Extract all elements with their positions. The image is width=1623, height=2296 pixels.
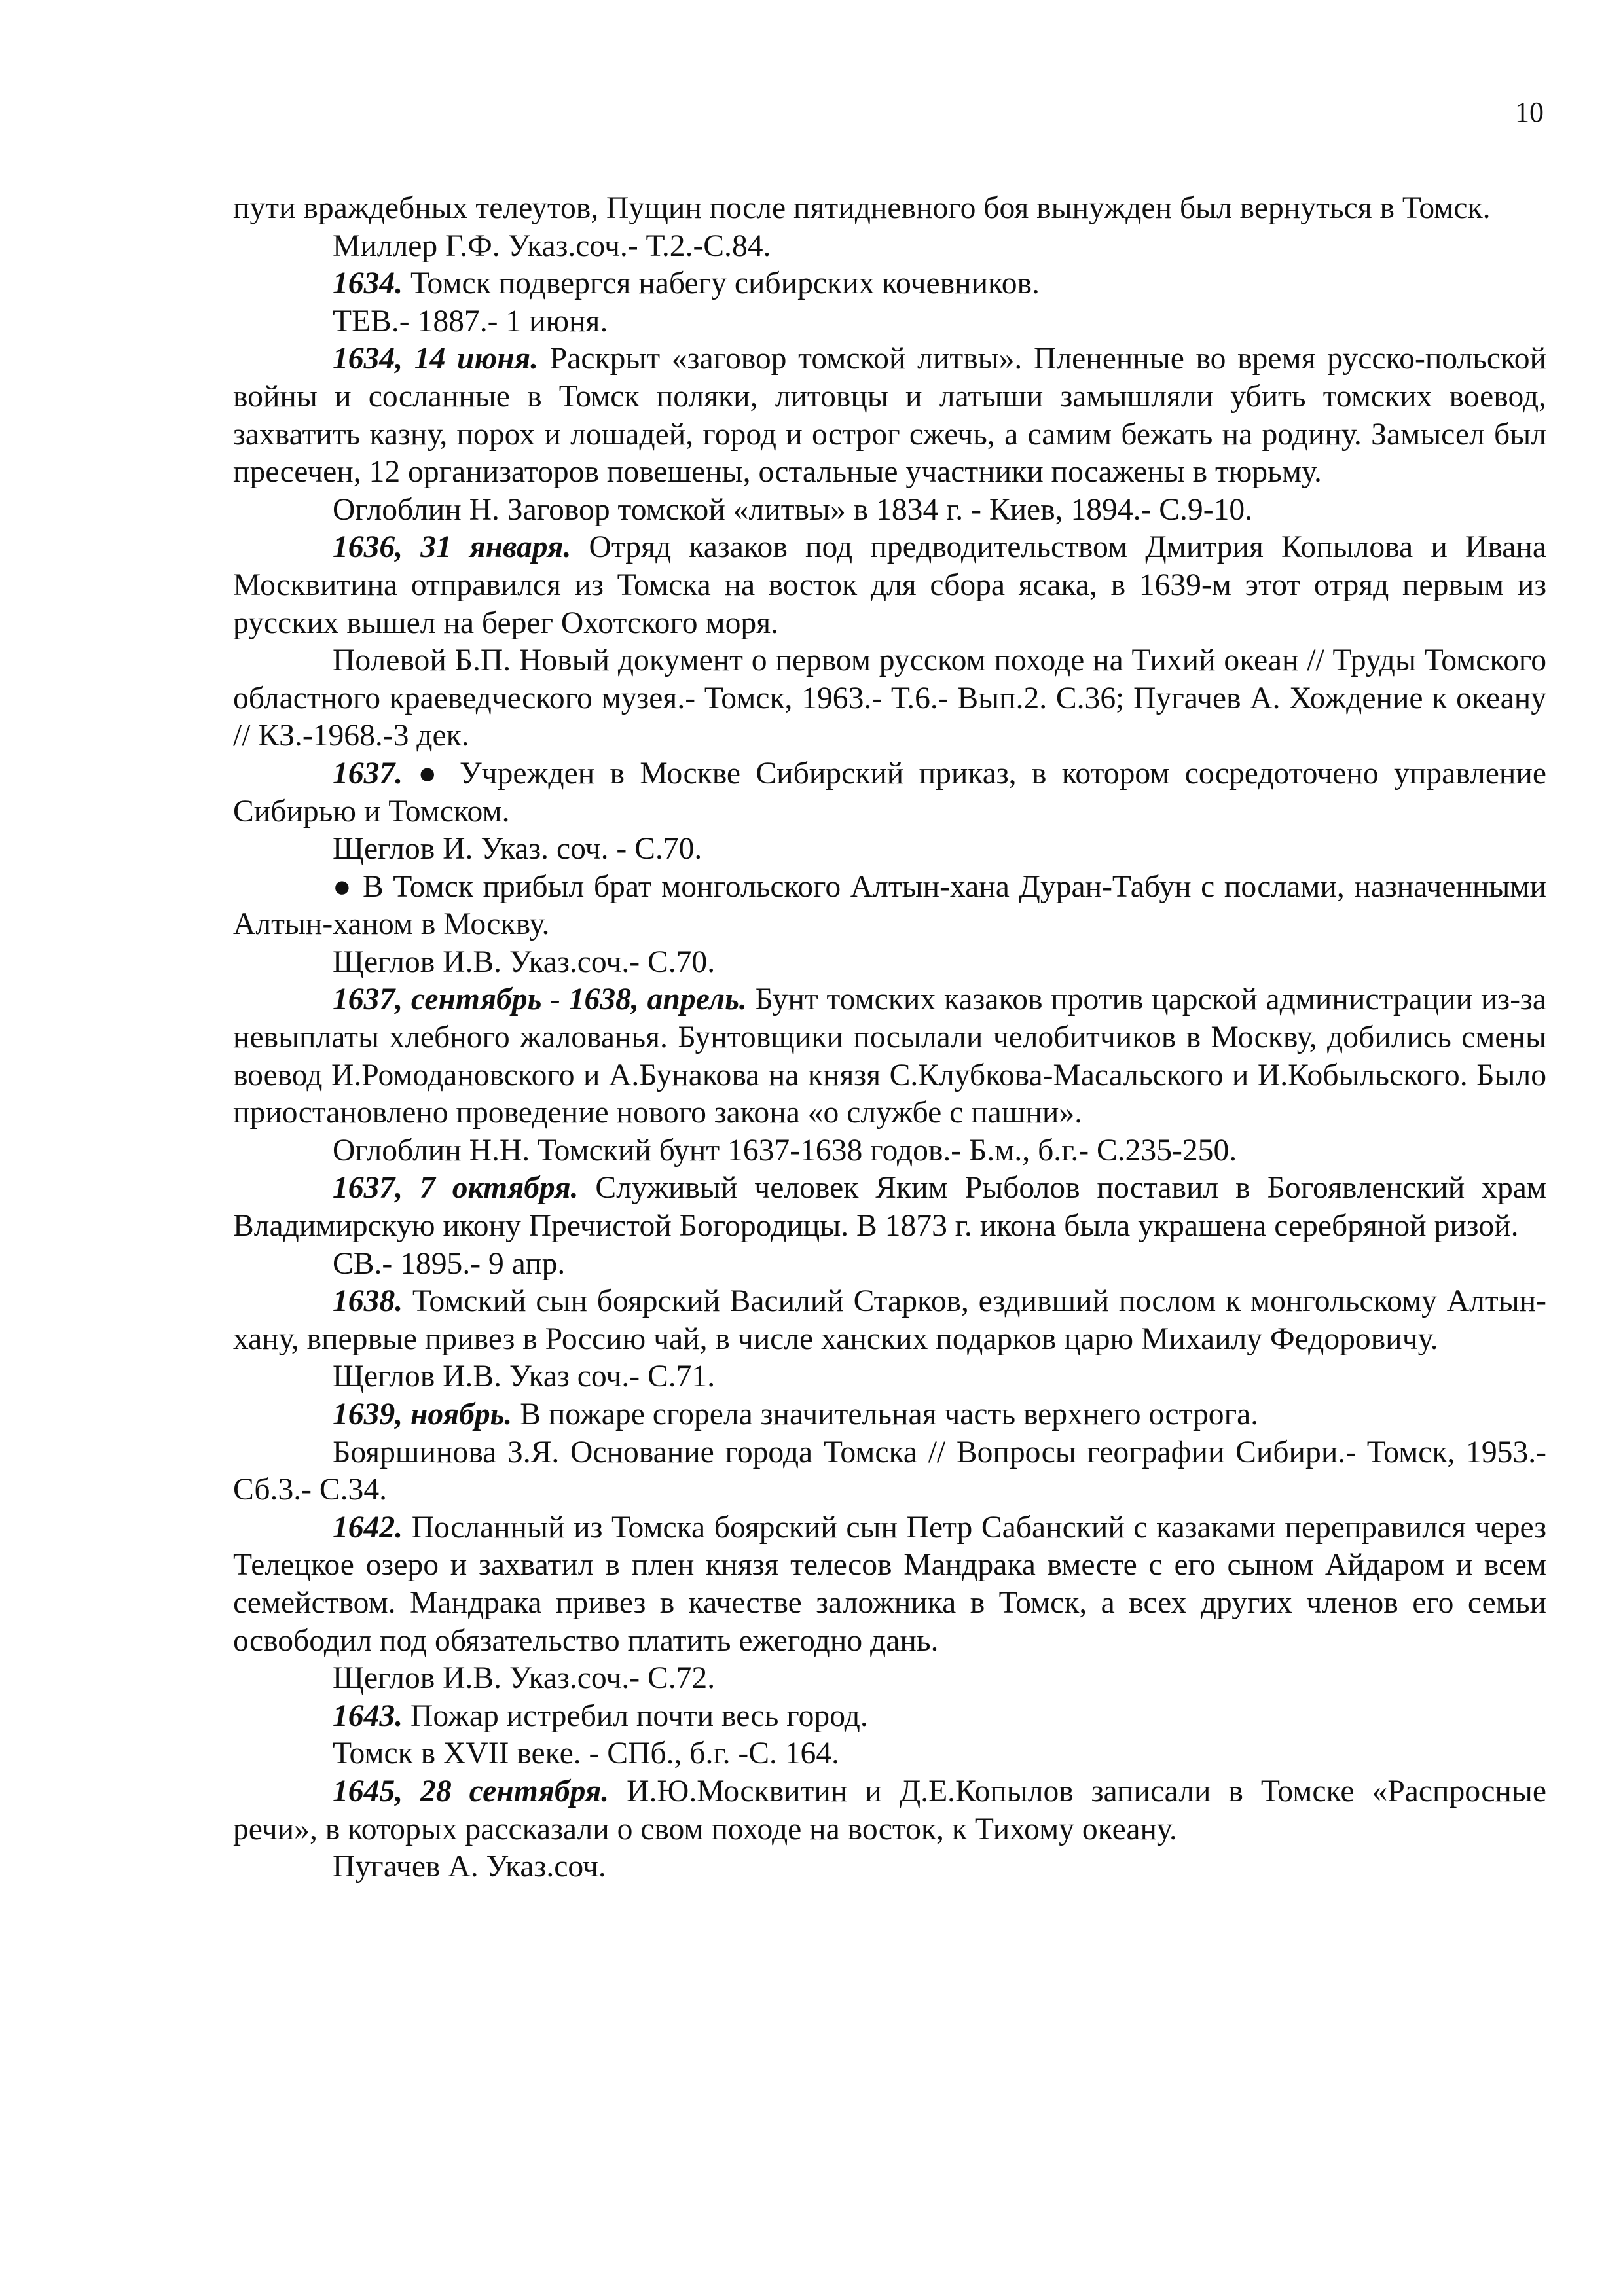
document-body [233,190,1546,1886]
paragraph-text: СВ.- 1895.- 9 апр. [333,1246,566,1281]
paragraph-text: Щеглов И.В. Указ.соч.- С.72. [333,1661,716,1696]
paragraph-text: Пожар истребил почти весь город. [403,1698,868,1733]
chronicle-entry [233,340,1546,491]
text-paragraph [233,1358,1546,1396]
paragraph-text: Миллер Г.Ф. Указ.соч.- Т.2.-С.84. [333,228,771,263]
paragraph-text: Пугачев А. Указ.соч. [333,1850,606,1884]
text-paragraph [233,1246,1546,1283]
text-paragraph [233,1848,1546,1886]
chronicle-entry [233,981,1546,1132]
paragraph-text: Оглоблин Н. Заговор томской «литвы» в 1834 г. - Киев, 1894.- С.9-10. [333,492,1253,527]
paragraph-text: Бунт томских казаков против царской администрации из-за невыплаты хлебного жалованья. Бунтовщики посылали челобитчиков в Москву, добились смены воевод И.Ромодановского и А.Бунакова на князя С.Клубкова-Масальского и И.Кобыльского. Было приостановлено проведение нового закона «о службе с пашни». [233,982,1546,1130]
chronicle-entry [233,1283,1546,1358]
chronicle-entry [233,1698,1546,1736]
text-paragraph [233,492,1546,529]
paragraph-text: Посланный из Томска боярский сын Петр Сабанский с казаками переправился через Телецкое озеро и захватил в плен князя телесов Мандрака вместе с его сыном Айдаром и всем семейством. Мандрака привез в качестве заложника в Томск, а всех других членов его семьи освободил под обязательство платить ежегодно дань. [233,1510,1546,1658]
paragraph-text: Томск в XVII веке. - СПб., б.г. -С. 164. [333,1736,840,1771]
chronicle-entry [233,265,1546,303]
entry-date: 1642. [333,1510,403,1545]
paragraph-text: ● Учрежден в Москве Сибирский приказ, в котором сосредоточено управление Сибирью и Томском. [233,756,1546,829]
text-paragraph [233,303,1546,341]
paragraph-text: Томск подвергся набегу сибирских кочевников. [403,266,1040,301]
entry-date: 1637. [333,756,403,791]
chronicle-entry [233,1170,1546,1245]
page-number: 10 [1515,96,1544,128]
paragraph-text: Служивый человек Яким Рыболов поставил в Богоявленский храм Владимирскую икону Пречистой Богородицы. В 1873 г. икона была украшена серебряной ризой. [233,1171,1546,1244]
entry-date: 1636, 31 января. [333,530,572,565]
entry-date: 1638. [333,1284,403,1319]
text-paragraph [233,228,1546,266]
paragraph-text: Томский сын боярский Василий Старков, ездивший послом к монгольскому Алтын-хану, впервые привез в Россию чай, в числе ханских подарков царю Михаилу Федоровичу. [233,1284,1546,1356]
text-paragraph [233,1434,1546,1509]
entry-date: 1643. [333,1698,403,1733]
entry-date: 1639, ноябрь. [333,1397,513,1431]
chronicle-entry [233,1773,1546,1848]
paragraph-text: Отряд казаков под предводительством Дмитрия Копылова и Ивана Москвитина отправился из Томска на восток для сбора ясака, в 1639-м этот отряд первым из русских вышел на берег Охотского моря. [233,530,1546,640]
entry-date: 1645, 28 сентября. [333,1774,610,1808]
paragraph-text: И.Ю.Москвитин и Д.Е.Копылов записали в Томске «Распросные речи», в которых рассказали о свом походе на восток, к Тихому океану. [233,1774,1547,1846]
paragraph-text: Бояршинова З.Я. Основание города Томска // Вопросы географии Сибири.- Томск, 1953.- Сб.3.- С.34. [233,1435,1546,1507]
paragraph-text: ТЕВ.- 1887.- 1 июня. [333,304,608,338]
entry-date: 1637, сентябрь - 1638, апрель. [333,982,747,1017]
text-paragraph [233,1132,1546,1170]
paragraph-text: Щеглов И.В. Указ.соч.- С.70. [333,944,716,979]
chronicle-entry [233,1396,1546,1434]
text-paragraph [233,944,1546,982]
chronicle-entry [233,529,1546,642]
paragraph-text: Оглоблин Н.Н. Томский бунт 1637-1638 годов.- Б.м., б.г.- С.235-250. [333,1133,1237,1168]
entry-date: 1634, 14 июня. [333,342,539,376]
text-paragraph [233,869,1546,944]
paragraph-text: Щеглов И. Указ. соч. - С.70. [333,832,702,867]
chronicle-entry [233,755,1546,831]
paragraph-text: ● В Томск прибыл брат монгольского Алтын-хана Дуран-Табун с послами, назначенными Алтын-ханом в Москву. [233,869,1546,942]
paragraph-text: Раскрыт «заговор томской литвы». Плененные во время русско-польской войны и сосланные в Томск поляки, литовцы и латыши замышляли убить томских воевод, захватить казну, порох и лошадей, город и острог сжечь, а самим бежать на родину. Замысел был пресечен, 12 организаторов повешены, остальные участники посажены в тюрьму. [233,342,1547,490]
paragraph-text: Щеглов И.В. Указ соч.- С.71. [333,1359,716,1394]
paragraph-text: Полевой Б.П. Новый документ о первом русском походе на Тихий океан // Труды Томского областного краеведческого музея.- Томск, 1963.- Т.6.- Вып.2. С.36; Пугачев А. Хождение к океану // КЗ.-1968.-3 дек. [233,643,1546,753]
text-paragraph [233,1660,1546,1698]
text-paragraph [233,831,1546,869]
text-paragraph [233,1735,1546,1773]
entry-date: 1637, 7 октября. [333,1171,579,1206]
text-paragraph [233,190,1546,228]
text-paragraph [233,642,1546,755]
paragraph-text: В пожаре сгорела значительная часть верхнего острога. [512,1397,1259,1431]
paragraph-text: пути враждебных телеутов, Пущин после пятидневного боя вынужден был вернуться в Томск. [233,191,1491,225]
entry-date: 1634. [333,266,403,301]
chronicle-entry [233,1509,1546,1660]
